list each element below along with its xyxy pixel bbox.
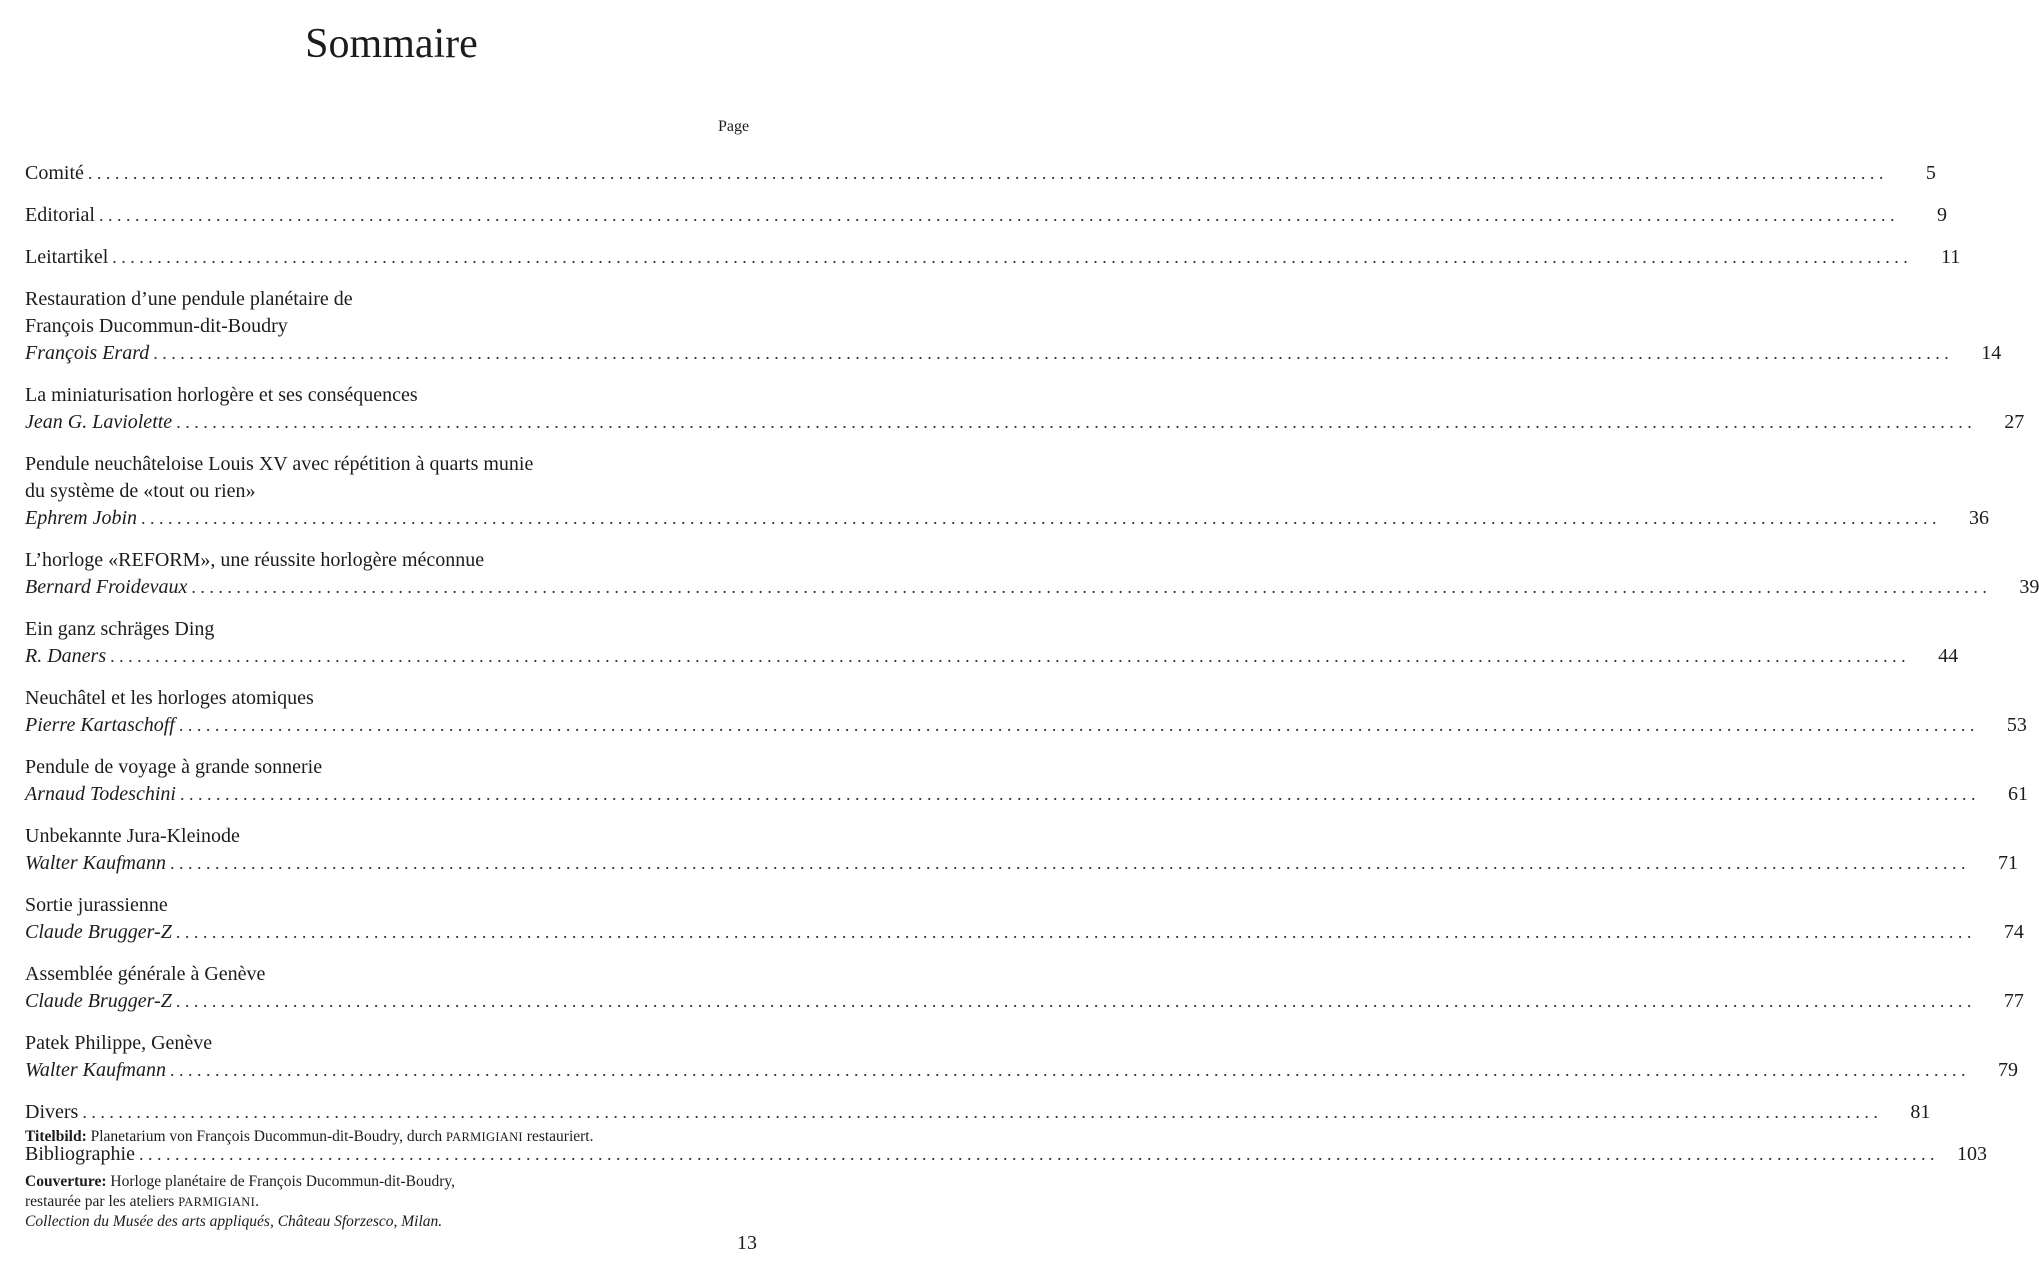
toc-page-number: 44 — [1938, 645, 1959, 667]
page-number: 13 — [737, 1232, 757, 1254]
dot-leader: ........................................................................................................................................................................................................ — [82, 1102, 1883, 1122]
toc-page-number: 27 — [2004, 411, 2025, 433]
toc-entry-title: Unbekannte Jura-Kleinode — [25, 825, 240, 847]
toc-entry-title: Patek Philippe, Genève — [25, 1032, 213, 1054]
toc-entry-title: Bibliographie — [25, 1143, 135, 1165]
toc-entry — [25, 244, 1961, 271]
toc-entry-title: Comité — [25, 162, 84, 184]
toc-page-number: 79 — [1997, 1059, 2018, 1081]
titelbild-text-end: restauriert. — [522, 1128, 594, 1145]
toc-entry-title: Leitartikel — [25, 246, 109, 268]
couverture-line-2 — [25, 1192, 785, 1212]
page-column-label: Page — [718, 118, 750, 135]
toc-entry-title: Divers — [25, 1101, 79, 1123]
dot-leader: ........................................................................................................................................................................................................ — [179, 784, 1980, 804]
toc-leader-row — [25, 574, 2039, 601]
dot-leader: ........................................................................................................................................................................................................ — [141, 508, 1942, 528]
toc-page-number: 9 — [1936, 204, 1947, 226]
toc-entry — [25, 961, 2024, 1015]
toc-entry — [25, 451, 1990, 532]
dot-leader: ........................................................................................................................................................................................................ — [176, 412, 1977, 432]
toc-entry-title: Ein ganz schräges Ding — [25, 618, 215, 640]
toc-entry-author: François Erard — [25, 342, 150, 364]
toc-leader-row — [25, 988, 2024, 1015]
toc-entry-author: Jean G. Laviolette — [25, 411, 173, 433]
table-of-contents — [25, 160, 2039, 1183]
toc-entry — [25, 547, 2039, 601]
couverture-line-1 — [25, 1172, 785, 1192]
toc-leader-row — [25, 781, 2028, 808]
couverture-line1-text: Horloge planétaire de François Ducommun-dit-Boudry, — [106, 1173, 456, 1190]
toc-entry — [25, 892, 2024, 946]
titelbild-caption — [25, 1127, 785, 1147]
toc-entry-author: Walter Kaufmann — [25, 1059, 166, 1081]
toc-entry — [25, 286, 2002, 367]
toc-entry — [25, 1030, 2018, 1084]
toc-page-number: 14 — [1981, 342, 2002, 364]
toc-page-number: 77 — [2003, 990, 2024, 1012]
toc-entry-author: Pierre Kartaschoff — [25, 714, 175, 736]
dot-leader: ........................................................................................................................................................................................................ — [169, 1060, 1970, 1080]
dot-leader: ........................................................................................................................................................................................................ — [110, 646, 1911, 666]
toc-leader-row — [25, 643, 1959, 670]
dot-leader: ........................................................................................................................................................................................................ — [112, 247, 1913, 267]
couverture-label: Couverture: — [25, 1173, 107, 1190]
toc-page-number: 61 — [2007, 783, 2028, 805]
toc-entry-author: Walter Kaufmann — [25, 852, 166, 874]
toc-page-number: 39 — [2019, 576, 2039, 598]
toc-page-number: 11 — [1941, 246, 1961, 268]
toc-entry-author: Claude Brugger-Z — [25, 990, 172, 1012]
titelbild-text: Planetarium von François Ducommun-dit-Boudry, durch — [86, 1128, 447, 1145]
toc-page-number: 81 — [1910, 1101, 1931, 1123]
toc-entry — [25, 382, 2025, 436]
toc-entry — [25, 685, 2027, 739]
toc-entry-title: La miniaturisation horlogère et ses conséquences — [25, 384, 418, 406]
dot-leader: ........................................................................................................................................................................................................ — [169, 853, 1970, 873]
toc-page-number: 74 — [2003, 921, 2024, 943]
dot-leader: ........................................................................................................................................................................................................ — [175, 991, 1976, 1011]
couverture-line2-end: . — [255, 1193, 259, 1210]
toc-entry-title: Sortie jurassienne — [25, 894, 168, 916]
toc-entry-author: Claude Brugger-Z — [25, 921, 172, 943]
toc-leader-row — [25, 202, 1947, 229]
dot-leader: ........................................................................................................................................................................................................ — [87, 163, 1888, 183]
toc-leader-row — [25, 1057, 2018, 1084]
toc-leader-row — [25, 160, 1936, 187]
toc-page-number: 53 — [2006, 714, 2027, 736]
toc-page-number: 71 — [1997, 852, 2018, 874]
toc-leader-row — [25, 340, 2002, 367]
toc-page-number: 36 — [1969, 507, 1990, 529]
toc-leader-row — [25, 850, 2018, 877]
toc-entry — [25, 202, 1947, 229]
toc-entry-title: Editorial — [25, 204, 95, 226]
toc-entry — [25, 1099, 1931, 1126]
toc-entry-title: du système de «tout ou rien» — [25, 480, 256, 502]
toc-leader-row — [25, 712, 2027, 739]
toc-leader-row — [25, 409, 2025, 436]
toc-entry-title: Pendule de voyage à grande sonnerie — [25, 756, 323, 778]
toc-entry-author: R. Daners — [25, 645, 107, 667]
toc-leader-row — [25, 244, 1961, 271]
dot-leader: ........................................................................................................................................................................................................ — [153, 343, 1954, 363]
toc-entry-title: François Ducommun-dit-Boudry — [25, 315, 288, 337]
toc-entry — [25, 160, 1936, 187]
dot-leader: ........................................................................................................................................................................................................ — [98, 205, 1899, 225]
page-title: Sommaire — [305, 21, 478, 67]
couverture-brand: PARMIGIANI — [178, 1195, 256, 1209]
toc-entry — [25, 754, 2028, 808]
titelbild-brand: PARMIGIANI — [446, 1130, 523, 1144]
dot-leader: ........................................................................................................................................................................................................ — [191, 577, 1992, 597]
toc-entry-title: Neuchâtel et les horloges atomiques — [25, 687, 314, 709]
toc-entry — [25, 616, 1959, 670]
toc-entry — [25, 823, 2018, 877]
toc-leader-row — [25, 505, 1990, 532]
titelbild-label: Titelbild: — [25, 1128, 87, 1145]
toc-page-number: 5 — [1925, 162, 1936, 184]
toc-leader-row — [25, 919, 2024, 946]
dot-leader: ........................................................................................................................................................................................................ — [175, 922, 1976, 942]
toc-entry-title: Pendule neuchâteloise Louis XV avec répétition à quarts munie — [25, 453, 534, 475]
toc-entry-title: Assemblée générale à Genève — [25, 963, 266, 985]
toc-entry-title: Restauration d’une pendule planétaire de — [25, 288, 353, 310]
toc-entry-author: Bernard Froidevaux — [25, 576, 188, 598]
couverture-line-3: Collection du Musée des arts appliqués, Château Sforzesco, Milan. — [25, 1213, 443, 1230]
couverture-caption — [25, 1172, 785, 1232]
toc-entry-author: Arnaud Todeschini — [25, 783, 176, 805]
couverture-line2-start: restaurée par les ateliers — [25, 1193, 179, 1210]
dot-leader: ........................................................................................................................................................................................................ — [138, 1144, 1939, 1164]
toc-page-number: 103 — [1956, 1143, 1987, 1165]
toc-entry-author: Ephrem Jobin — [25, 507, 138, 529]
dot-leader: ........................................................................................................................................................................................................ — [178, 715, 1979, 735]
toc-entry-title: L’horloge «REFORM», une réussite horlogère méconnue — [25, 549, 485, 571]
toc-leader-row — [25, 1099, 1931, 1126]
